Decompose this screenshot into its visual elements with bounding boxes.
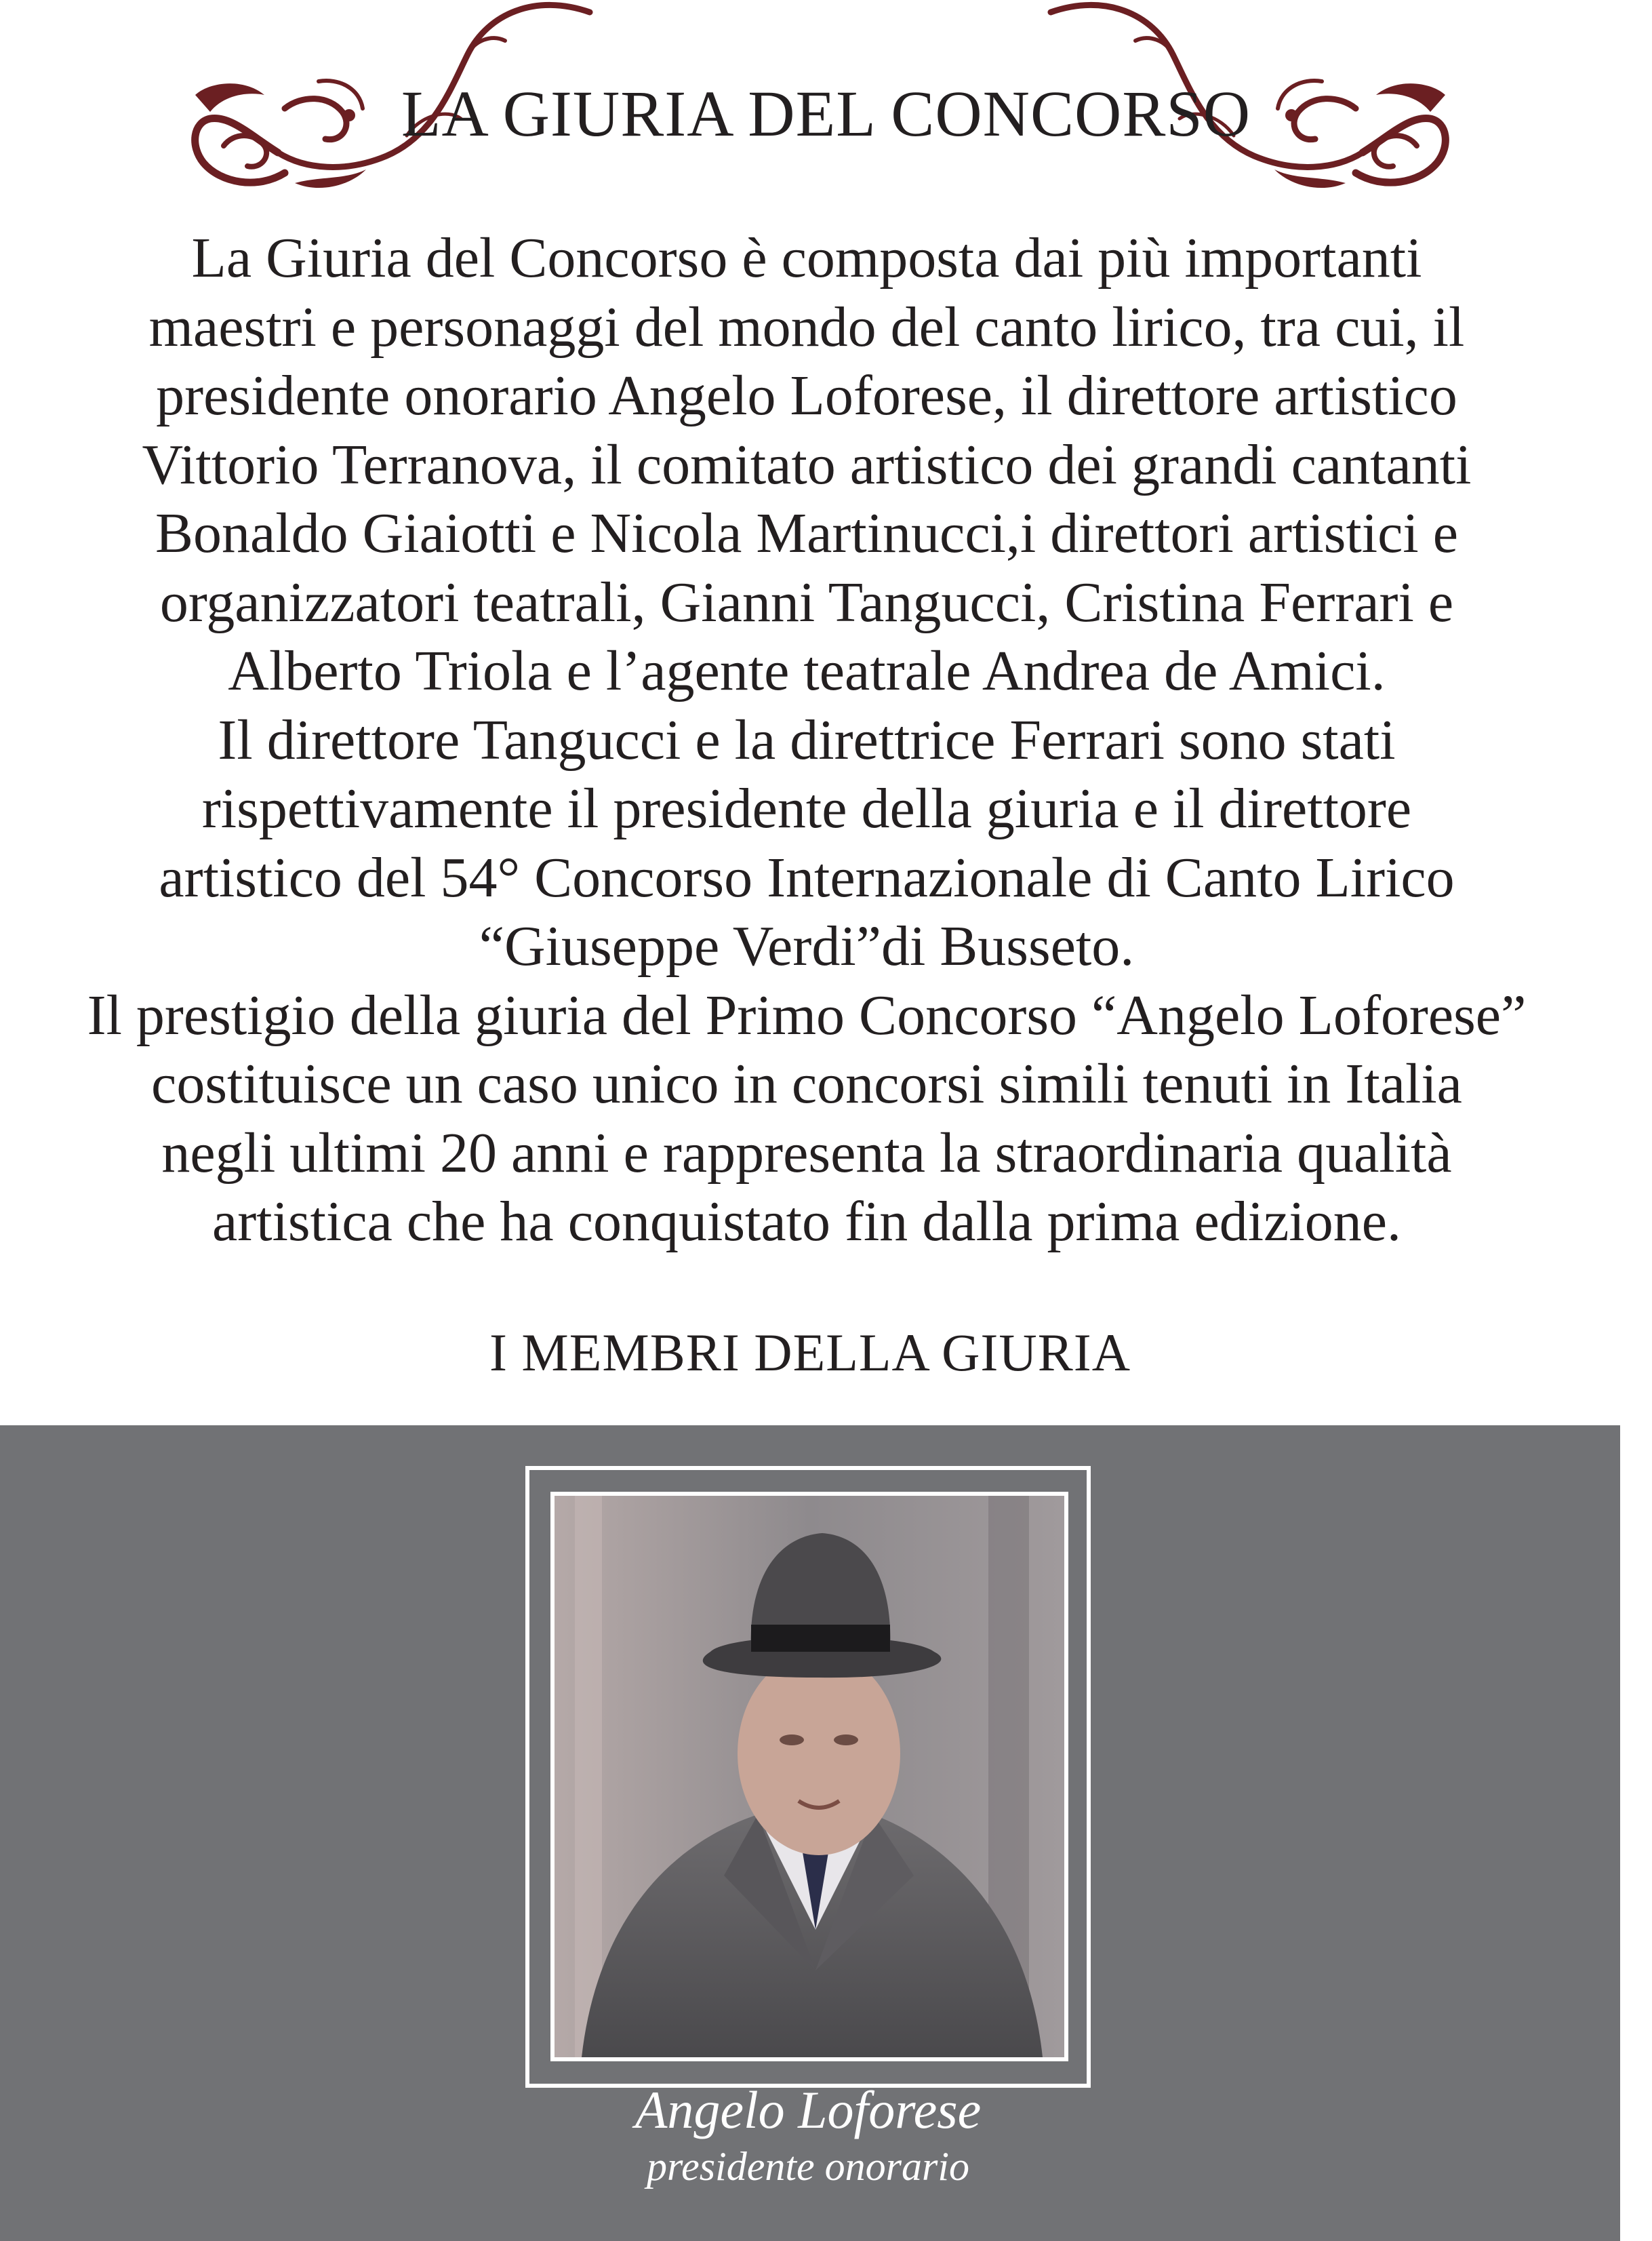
intro-line: Vittorio Terranova, il comitato artistico dei grandi cantanti — [142, 433, 1472, 496]
intro-line: La Giuria del Concorso è composta dai più importanti — [191, 226, 1422, 290]
intro-line: Bonaldo Giaiotti e Nicola Martinucci,i direttori artistici e — [155, 502, 1459, 565]
page-header — [0, 0, 1652, 203]
intro-line: “Giuseppe Verdi”di Busseto. — [479, 915, 1135, 978]
member-name: Angelo Loforese — [634, 2080, 982, 2139]
intro-paragraph — [41, 224, 1573, 1256]
intro-line: Il prestigio della giuria del Primo Concorso “Angelo Loforese” — [87, 983, 1527, 1047]
intro-line: presidente onorario Angelo Loforese, il direttore artistico — [156, 364, 1457, 427]
intro-line: rispettivamente il presidente della giuria e il direttore — [201, 777, 1412, 840]
intro-line: negli ultimi 20 anni e rappresenta la straordinaria qualità — [161, 1121, 1452, 1185]
intro-line: Il direttore Tangucci e la direttrice Ferrari sono stati — [218, 708, 1396, 772]
intro-line: organizzatori teatrali, Gianni Tangucci, Cristina Ferrari e — [159, 570, 1454, 634]
intro-line: costituisce un caso unico in concorsi simili tenuti in Italia — [151, 1052, 1462, 1115]
member-portrait-photo — [550, 1492, 1068, 2061]
portrait-photo-icon — [555, 1496, 1064, 2057]
member-role: presidente onorario — [646, 2144, 970, 2189]
members-heading: I MEMBRI DELLA GIURIA — [489, 1323, 1131, 1382]
page-title: LA GIURIA DEL CONCORSO — [401, 77, 1251, 150]
intro-line: Alberto Triola e l’agente teatrale Andrea de Amici. — [228, 639, 1386, 702]
intro-line: artistica che ha conquistato fin dalla prima edizione. — [212, 1190, 1401, 1253]
intro-line: artistico del 54° Concorso Internazionale di Canto Lirico — [159, 846, 1455, 909]
intro-line: maestri e personaggi del mondo del canto lirico, tra cui, il — [148, 295, 1465, 359]
